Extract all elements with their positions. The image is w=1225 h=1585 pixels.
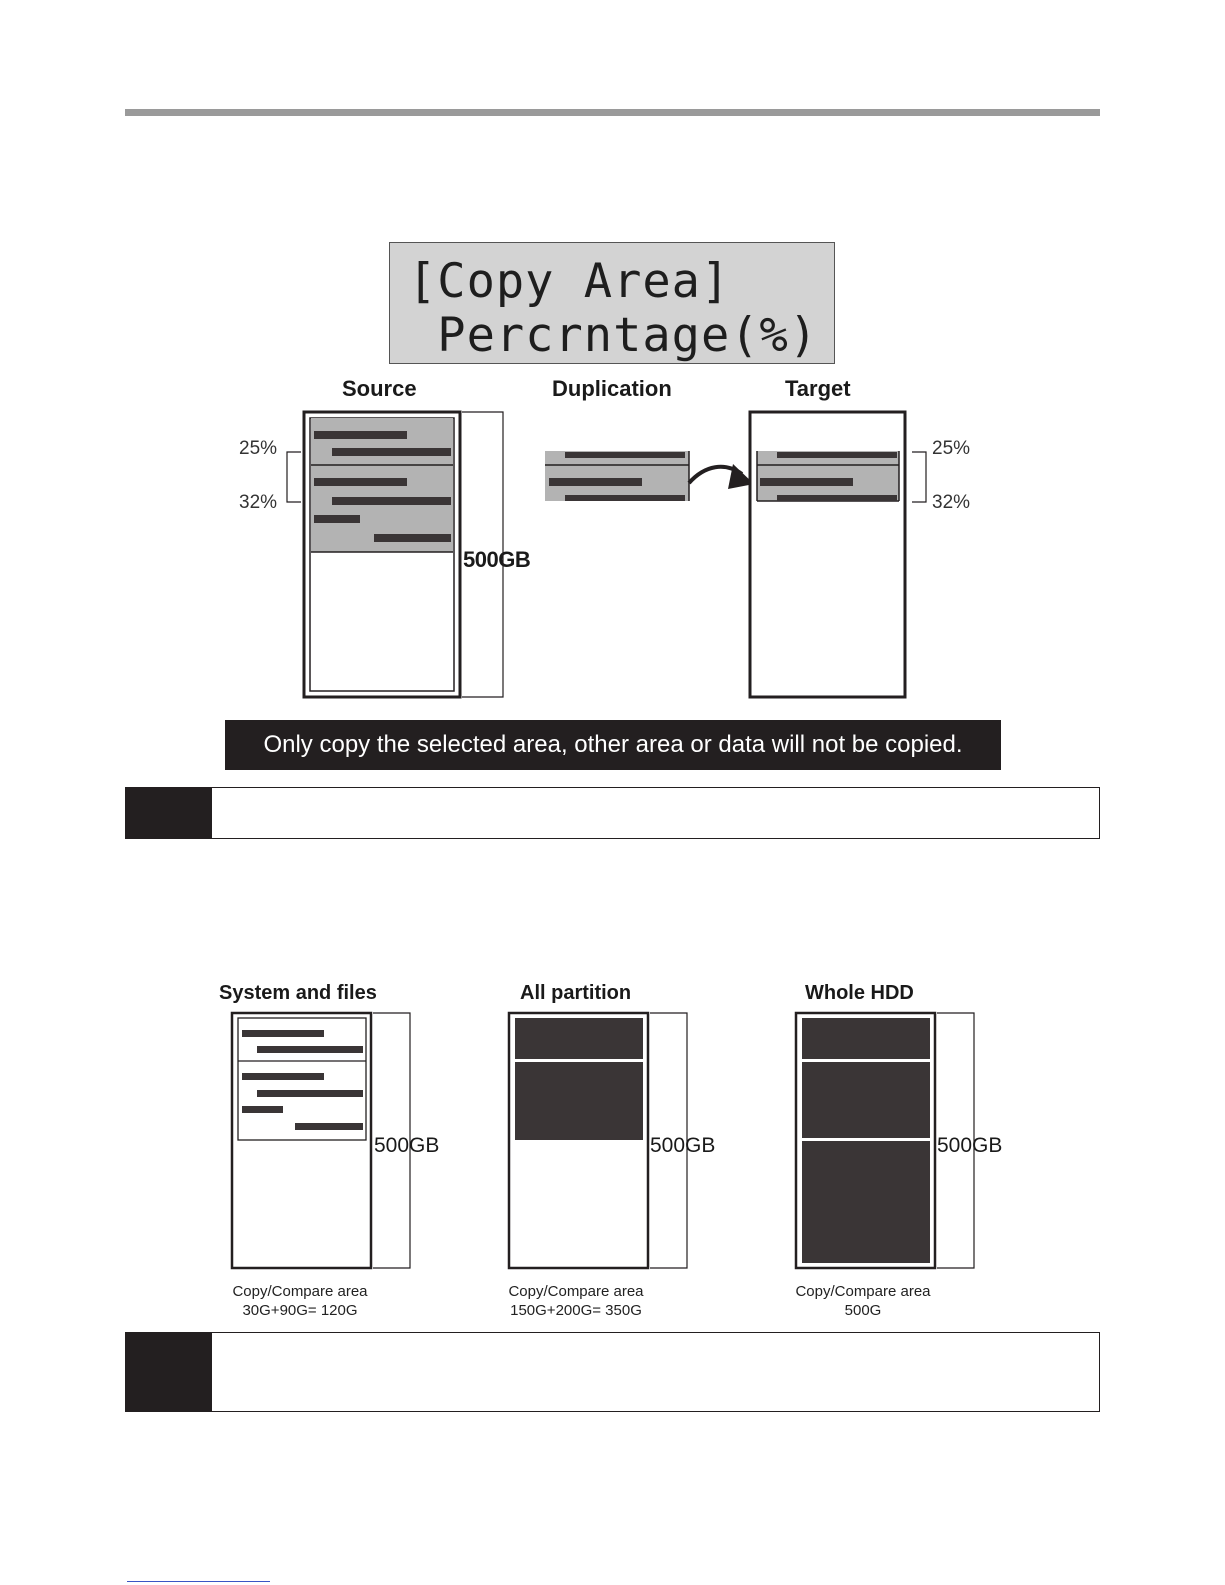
- system-and-files-disk: [232, 1013, 371, 1268]
- mode-title-system-files: System and files: [219, 982, 377, 1004]
- mode-capacity-all-partition: 500GB: [650, 1134, 716, 1157]
- caption-line-2: 30G+90G= 120G: [242, 1302, 358, 1319]
- source-capacity-label: 500GB: [463, 547, 531, 572]
- caption-line-1: Copy/Compare area: [795, 1283, 931, 1300]
- note-tab-1: [126, 788, 212, 838]
- note-box-1: [125, 787, 1100, 839]
- caption-whole-hdd: [773, 1282, 953, 1320]
- target-copied-area: [757, 451, 899, 501]
- note-tab-2: [126, 1333, 212, 1411]
- source-label: Source: [342, 376, 417, 401]
- lcd-line-1: [Copy Area]: [408, 254, 731, 309]
- mode-title-all-partition: All partition: [520, 982, 632, 1004]
- source-data-bar: [314, 431, 407, 439]
- source-disk: [304, 412, 460, 697]
- target-pct-bottom: 32%: [932, 492, 971, 513]
- duplication-strip: [545, 451, 689, 501]
- caption-line-1: Copy/Compare area: [232, 1283, 368, 1300]
- source-data-bar: [314, 478, 407, 486]
- info-banner: Only copy the selected area, other area or data will not be copied.: [225, 720, 1001, 770]
- target-disk: [750, 412, 905, 697]
- source-data-bar: [332, 448, 451, 456]
- whole-hdd-disk: [796, 1013, 935, 1268]
- mode-capacity-whole-hdd: 500GB: [937, 1134, 1003, 1157]
- caption-line-1: Copy/Compare area: [508, 1283, 644, 1300]
- target-pct-top: 25%: [932, 438, 971, 459]
- caption-all-partition: [486, 1282, 666, 1320]
- mode-capacity-system-files: 500GB: [374, 1134, 440, 1157]
- source-pct-top: 25%: [239, 438, 278, 459]
- source-data-bar: [332, 497, 451, 505]
- note-box-2: [125, 1332, 1100, 1412]
- source-data-bar: [314, 515, 360, 523]
- mode-title-whole-hdd: Whole HDD: [805, 982, 914, 1004]
- caption-system-files: [210, 1282, 390, 1320]
- all-partition-disk: [509, 1013, 648, 1268]
- footer-link-rule: [127, 1581, 270, 1582]
- source-data-bar: [374, 534, 451, 542]
- target-label: Target: [785, 376, 851, 401]
- lcd-line-2: Percrntage(%): [408, 308, 819, 363]
- source-pct-bottom: 32%: [239, 492, 278, 513]
- caption-line-2: 500G: [844, 1302, 882, 1319]
- caption-line-2: 150G+200G= 350G: [510, 1302, 642, 1319]
- duplication-label: Duplication: [552, 376, 672, 401]
